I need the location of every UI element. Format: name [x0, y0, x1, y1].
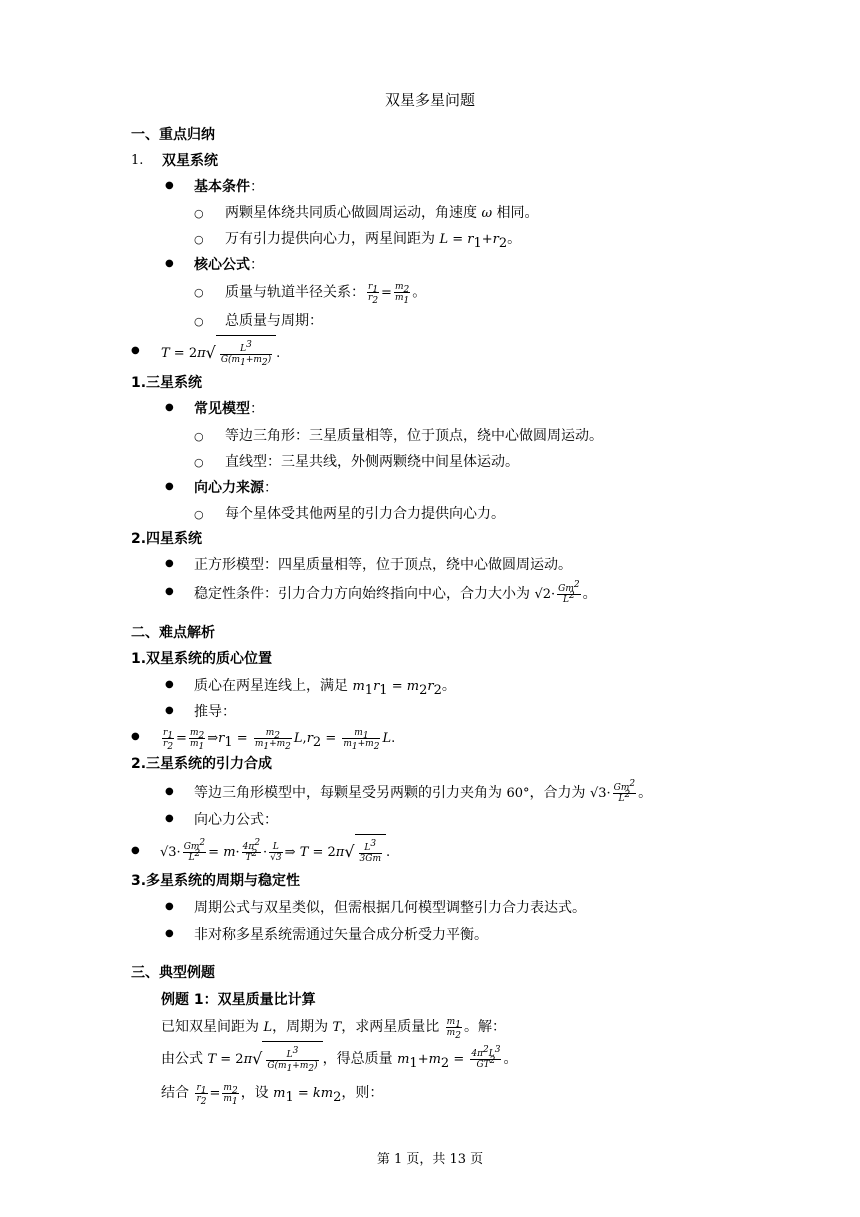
bullet-icon: ● [165, 180, 174, 191]
subsection-triple: 1.三星系统 [131, 375, 203, 391]
bullet-icon: ● [165, 901, 174, 912]
example-text: 结合 $\frac{r_1}{r_2}$ = $\frac{m_2}{m_1}$ ，设 $m_1 = km_2$，则： [161, 1082, 384, 1107]
example-title: 例题 1：双星质量比计算 [161, 992, 316, 1008]
bullet-icon: ● [165, 558, 174, 569]
list-item: 推导： [194, 704, 236, 720]
bullet-icon: ● [131, 845, 140, 856]
list-item: 万有引力提供向心力，两星间距为 $L = r_1+r_2$。 [225, 231, 522, 251]
bullet-icon: ● [131, 345, 140, 356]
bullet-icon: ● [165, 258, 174, 269]
bullet-icon: ● [165, 705, 174, 716]
circle-bullet-icon: ○ [194, 207, 204, 220]
circle-bullet-icon: ○ [194, 508, 204, 521]
list-item: 向心力来源： [194, 480, 278, 496]
list-item: 每个星体受其他两星的引力合力提供向心力。 [225, 506, 505, 522]
section-heading-2: 二、难点解析 [131, 625, 215, 641]
bullet-icon: ● [131, 731, 140, 742]
subsection-binary: 双星系统 [162, 153, 218, 169]
bullet-icon: ● [165, 786, 174, 797]
bullet-icon: ● [165, 402, 174, 413]
bullet-icon: ● [165, 928, 174, 939]
list-item: 等边三角形模型中，每颗星受另两颗的引力夹角为 60°，合力为 √3· $\frac{Gm^2}{L^2}$ 。 [194, 778, 653, 804]
section-heading-1: 一、重点归纳 [131, 127, 215, 143]
formula: √3· $\frac{Gm^2}{L^2}$ = m· $\frac{4\pi^2}{T^2}$ · $\frac{L}{√3}$ ⇒ T = 2π√ $\frac{L^3}{3Gm}$ . [160, 834, 390, 868]
formula: T = 2π√ $\frac{L^3}{G(m_1+m_2)}$ . [161, 335, 280, 369]
list-item: 质量与轨道半径关系： $\frac{r_1}{r_2}$ = $\frac{m_2}{m_1}$ 。 [225, 282, 427, 306]
list-item: 非对称多星系统需通过矢量合成分析受力平衡。 [194, 927, 488, 943]
list-item: 周期公式与双星类似，但需根据几何模型调整引力合力表达式。 [194, 900, 586, 916]
list-item: 基本条件： [194, 179, 264, 195]
subsection-period-stability: 3.多星系统的周期与稳定性 [131, 873, 301, 889]
subsection-quad: 2.四星系统 [131, 531, 203, 547]
subsection-center-of-mass: 1.双星系统的质心位置 [131, 651, 273, 667]
circle-bullet-icon: ○ [194, 233, 204, 246]
formula: $\frac{r_1}{r_2}$ = $\frac{m_2}{m_1}$ $\Rightarrow r_1$ = $\frac{m_2}{m_1+m_2}$ $L,r_2$ = $\frac{m_1}{m_1+m_2}$ L. [163, 727, 396, 752]
subsection-force-composition: 2.三星系统的引力合成 [131, 756, 273, 772]
circle-bullet-icon: ○ [194, 315, 204, 328]
bullet-icon: ● [165, 586, 174, 597]
list-item: 直线型：三星共线，外侧两颗绕中间星体运动。 [225, 454, 519, 470]
list-item: 总质量与周期： [225, 313, 323, 329]
page-title: 双星多星问题 [384, 91, 475, 109]
list-item: 正方形模型：四星质量相等，位于顶点，绕中心做圆周运动。 [194, 557, 572, 573]
bullet-icon: ● [165, 481, 174, 492]
bullet-icon: ● [165, 813, 174, 824]
list-item: 质心在两星连线上，满足 $m_1r_1 = m_2r_2$。 [194, 678, 456, 698]
list-item: 向心力公式： [194, 812, 278, 828]
example-text: 由公式 T = 2π√ $\frac{L^3}{G(m_1+m_2)}$ ，得总质量 $m_1+m_2$ = $\frac{4\pi^2L^3}{GT^2}$ 。 [161, 1041, 517, 1075]
bullet-icon: ● [165, 679, 174, 690]
list-item: 等边三角形：三星质量相等，位于顶点，绕中心做圆周运动。 [225, 428, 603, 444]
list-item: 常见模型： [194, 401, 264, 417]
example-text: 已知双星间距为 L，周期为 T，求两星质量比 $\frac{m_1}{m_2}$ 。解： [161, 1016, 506, 1041]
list-item: 稳定性条件：引力合力方向始终指向中心，合力大小为 √2· $\frac{Gm^2}{L^2}$ 。 [194, 579, 597, 605]
section-heading-3: 三、典型例题 [131, 965, 215, 981]
list-number: 1. [131, 153, 144, 168]
list-item: 两颗星体绕共同质心做圆周运动，角速度 ω 相同。 [225, 205, 539, 221]
circle-bullet-icon: ○ [194, 430, 204, 443]
list-item: 核心公式： [194, 257, 264, 273]
page-footer: 第 1 页，共 13 页 [376, 1152, 484, 1167]
circle-bullet-icon: ○ [194, 456, 204, 469]
circle-bullet-icon: ○ [194, 286, 204, 299]
